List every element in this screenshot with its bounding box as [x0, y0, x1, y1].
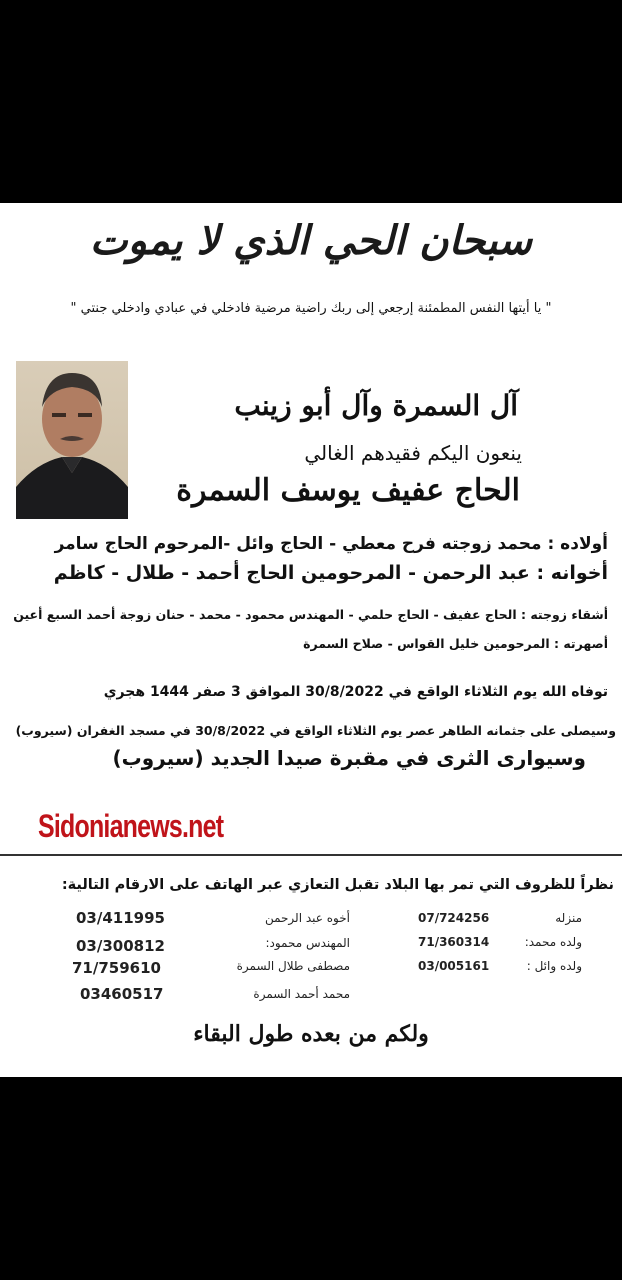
contact-number: 03460517	[80, 985, 164, 1003]
quran-verse: " يا أيتها النفس المطمئنة إرجعي إلى ربك راضية مرضية فادخلي في عبادي وادخلي جنتي "	[70, 301, 552, 316]
contact-label: ولده محمد:	[524, 935, 582, 949]
contact-number: 03/300812	[76, 937, 165, 955]
prayer-info: وسيصلى على جثمانه الطاهر عصر يوم الثلاثاء الواقع في 30/8/2022 في مسجد الغفران (سيروب)	[15, 723, 616, 738]
contact-label: ولده وائل :	[526, 959, 582, 973]
obituary-card	[0, 203, 622, 1077]
mourn-line: ينعون اليكم فقيدهم الغالي	[304, 441, 522, 465]
contact-label: منزله	[555, 911, 582, 925]
sons-line: أولاده : محمد زوجته فرح معطي - الحاج وائل -المرحوم الحاج سامر	[54, 534, 608, 554]
contact-label: المهندس محمود:	[265, 936, 350, 950]
wife-siblings-line: أشقاء زوجته : الحاج عفيف - الحاج حلمي - المهندس محمود - محمد - حنان زوجة أحمد السبع أعين	[13, 607, 608, 622]
in-laws-line: أصهرته : المرحومين خليل القواس - صلاح السمرة	[303, 636, 608, 651]
condolence-intro: نظراً للظروف التي تمر بها البلاد تقبل التعازي عبر الهاتف على الارقام التالية:	[61, 877, 614, 893]
contact-number: 07/724256	[418, 911, 490, 925]
divider	[0, 854, 622, 856]
calligraphy-title: سبحان الحي الذي لا يموت	[89, 217, 533, 264]
families-heading: آل السمرة وآل أبو زينب	[234, 389, 518, 422]
watermark: Sidonianews.net	[38, 808, 224, 844]
burial-info: وسيوارى الثرى في مقبرة صيدا الجديد (سيروب)	[112, 746, 586, 770]
deceased-name: الحاج عفيف يوسف السمرة	[176, 473, 520, 508]
brothers-line: أخوانه : عبد الرحمن - المرحومين الحاج أحمد - طلال - كاظم	[53, 562, 608, 584]
contact-number: 03/005161	[418, 959, 490, 973]
contact-label: مصطفى طلال السمرة	[236, 959, 350, 973]
closing-line: ولكم من بعده طول البقاء	[193, 1021, 429, 1047]
death-info: توفاه الله يوم الثلاثاء الواقع في 30/8/2022 الموافق 3 صفر 1444 هجري	[103, 684, 608, 700]
contact-number: 03/411995	[76, 909, 165, 927]
contact-label: أخوه عبد الرحمن	[264, 911, 350, 925]
contact-number: 71/360314	[418, 935, 490, 949]
contact-number: 71/759610	[72, 959, 161, 977]
contact-label: محمد أحمد السمرة	[253, 987, 350, 1001]
deceased-photo	[16, 361, 128, 519]
